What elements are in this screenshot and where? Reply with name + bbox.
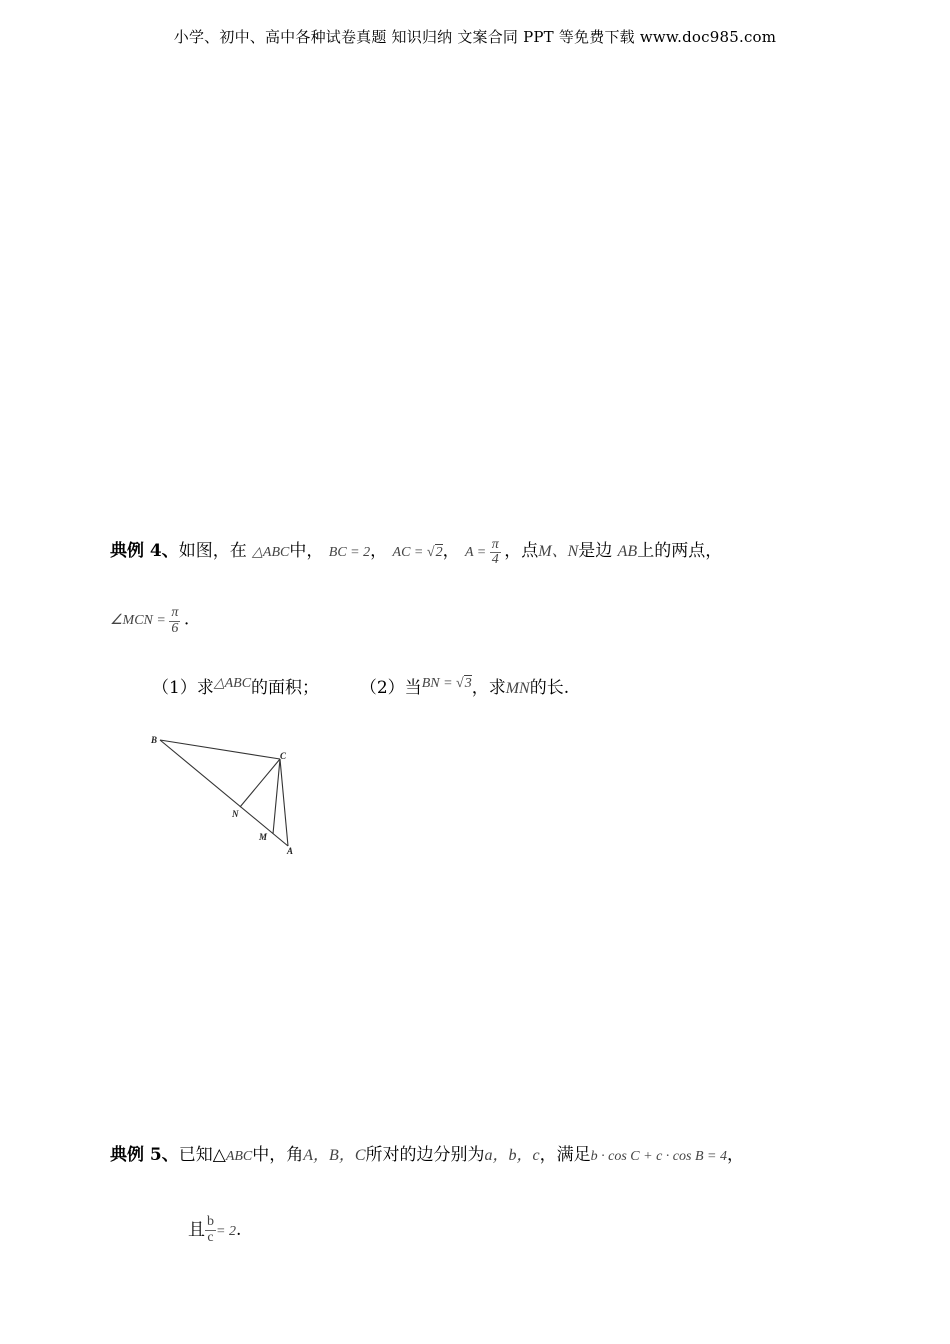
separator: ， [370,541,388,561]
question-2-text: ，求 [471,678,506,698]
example5-text: 且 [188,1220,205,1240]
example4-line2 [110,606,189,636]
triangle-abc: △ABC [252,545,290,560]
ratio-equals: = 2 [216,1224,236,1239]
label-a: A [287,846,294,856]
label-c: C [280,751,287,761]
segment-ca [280,759,288,846]
example5-line1 [110,1140,744,1165]
angle-a-equation: A = $\frac{\pi}{4}$ [464,536,499,568]
example4-text: 上的两点， [637,541,723,561]
example5-text: 中，角 [252,1145,304,1165]
example5-text: 所对的边分别为 [365,1145,485,1165]
example4-text: ，点 [504,541,539,561]
label-m: M [259,832,268,842]
question-1-label: （1）求 [152,678,214,698]
points-mn: M、N [538,543,579,560]
example5-line2 [188,1215,241,1246]
example4-line1 [110,536,722,568]
page-header: 小学、初中、高中各种试卷真题 知识归纳 文案合同 PPT 等免费下载 www.doc985.com [173,28,777,46]
triangle-figure [140,725,310,860]
angles-abc: A，B，C [303,1147,366,1164]
example5-text: 已知△ [178,1145,226,1165]
example5-text: ，满足 [539,1145,591,1165]
b-over-c: $\frac{b}{c}$ [207,1214,214,1245]
angle-mcn-equation: ∠MCN = $\frac{\pi}{6}$ [110,605,179,636]
segment-cn [240,759,280,807]
segment-mn: MN [505,680,530,697]
question-2-text: 的长. [529,678,570,698]
segment-ab: AB [617,543,638,560]
question-2-label: （2）当 [359,678,422,698]
example4-questions [152,673,569,698]
triangle-abc: △ABC [213,676,252,691]
bc-equation: BC = 2 [328,545,371,560]
example4-title: 典例 4、 [110,541,179,561]
pi-over-4: $\frac{\pi}{4}$ [491,536,499,568]
pi-over-6: $\frac{\pi}{6}$ [171,605,179,636]
example4-text: 中， [289,541,324,561]
period: . [235,1220,242,1240]
label-b: B [151,735,158,745]
cosine-condition: b · cos C + c · cos B = 4 [590,1149,727,1164]
question-1-text: 的面积； [251,678,320,698]
example5-text: ， [726,1145,744,1165]
segment-bc [160,740,280,759]
period: . [183,609,190,630]
segment-cm [273,759,280,834]
triangle-abc: ABC [225,1149,253,1164]
example4-text: 如图，在 [178,541,247,561]
example5-title: 典例 5、 [110,1145,179,1165]
bn-equation: BN = √3 [421,676,472,691]
sides-abc: a，b，c [484,1147,540,1164]
example4-text: 是边 [578,541,613,561]
segment-ba [160,740,288,846]
separator: ， [442,541,460,561]
ac-equation: AC = √2 [392,545,443,560]
label-n: N [232,809,239,819]
